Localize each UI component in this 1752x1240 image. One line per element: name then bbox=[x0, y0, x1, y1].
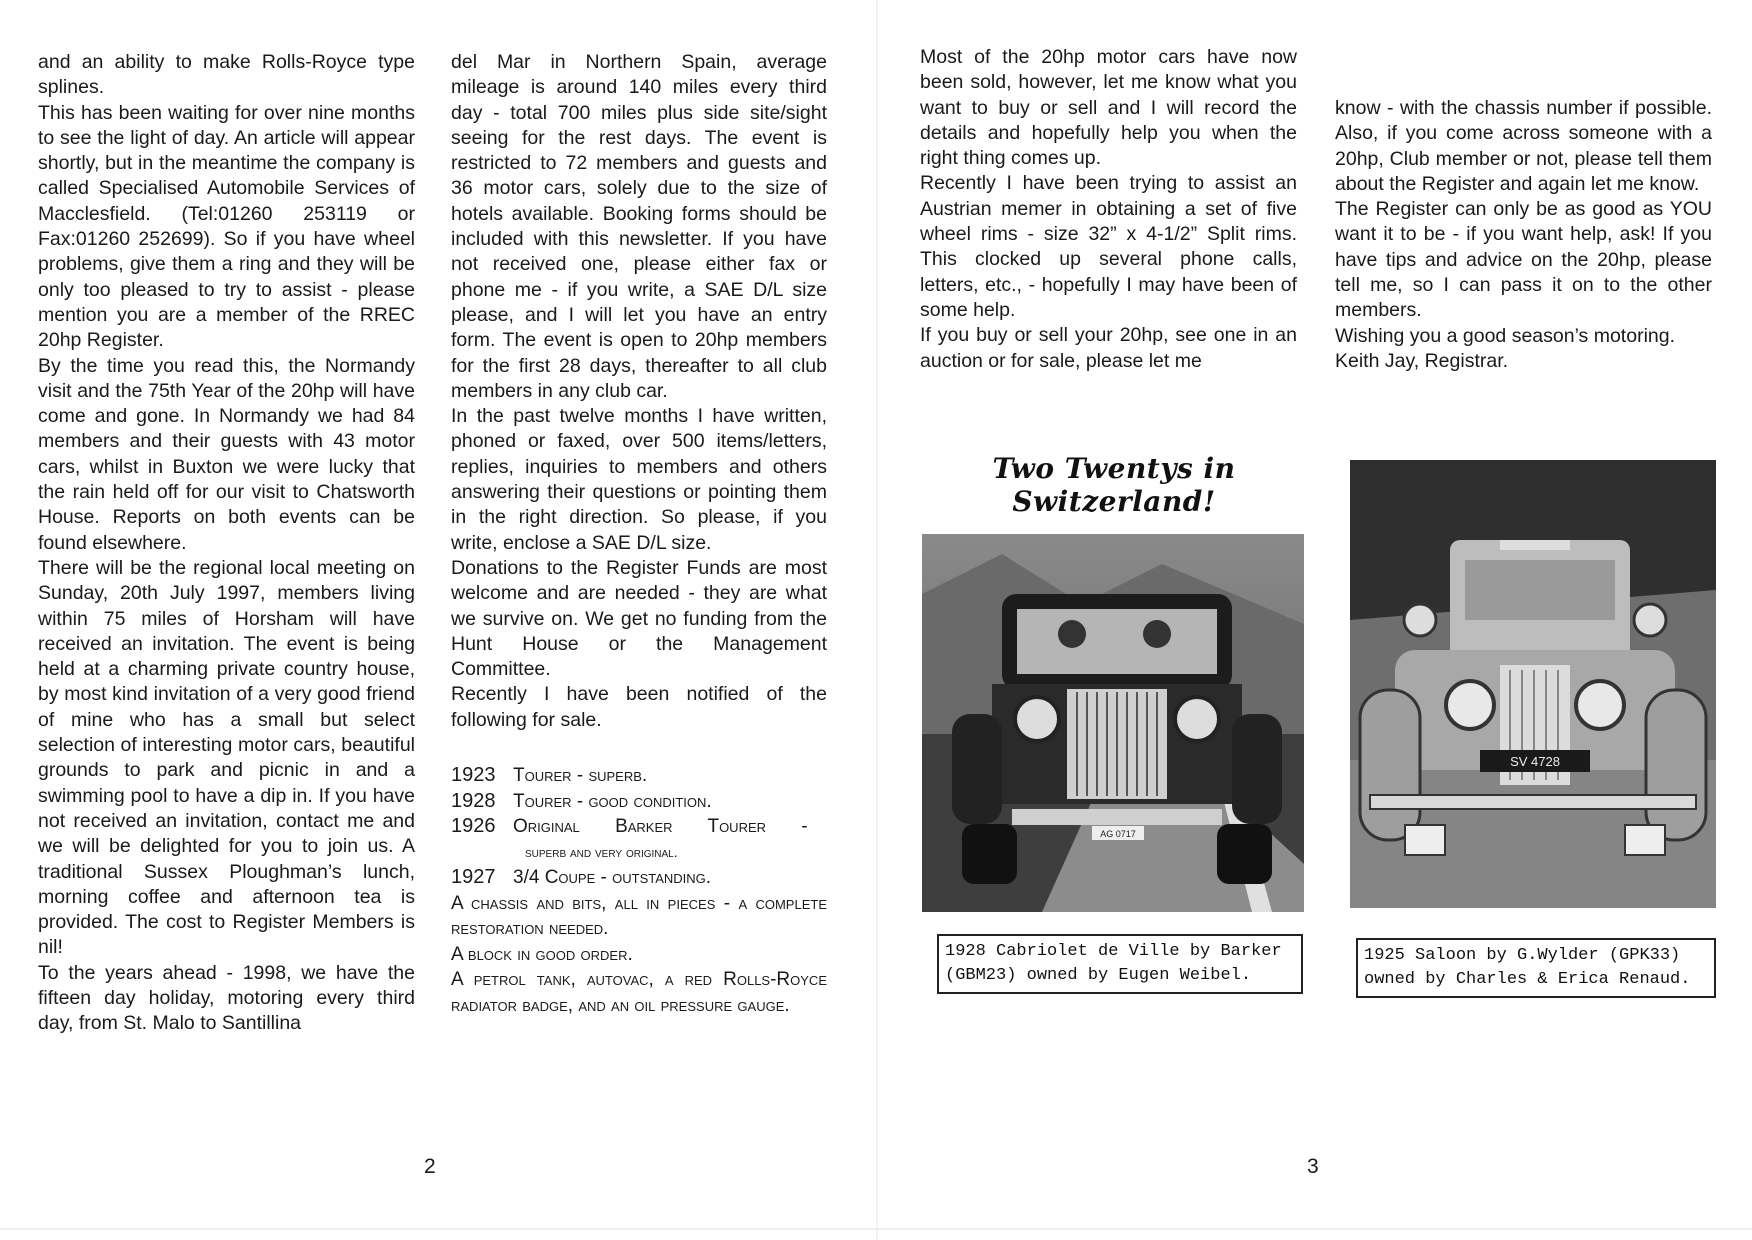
sale-year: 1923 bbox=[451, 764, 496, 787]
page-number: 3 bbox=[1307, 1155, 1319, 1178]
car-photo-saloon bbox=[1350, 460, 1716, 908]
page3-column-2 bbox=[1335, 96, 1712, 374]
article-headline: Two Twentys in Switzerland! bbox=[992, 452, 1236, 518]
list-item: A chassis and bits, all in pieces - a complete restoration needed. bbox=[451, 892, 827, 940]
signature: Keith Jay, Registrar. bbox=[1335, 349, 1509, 372]
paragraph: del Mar in Northern Spain, average mileage is around 140 miles every third day - total 700 miles plus side site/sight seeing for the rest days. The event is restricted to 72 members and guests and 36 motor cars, solely due to the size of hotels available. Booking forms should be included with this newsletter. If you have not received one, please either fax or phone me - if you write, a SAE D/L size please, and I will let you have an entry form. The event is open to 20hp members for the first 28 days, thereafter to all club members in any club car. bbox=[451, 51, 827, 402]
paragraph: Most of the 20hp motor cars have now been sold, however, let me know what you want to buy or sell and I will record the details and hopefully help you when the right thing comes up. bbox=[920, 46, 1297, 170]
list-item bbox=[451, 763, 827, 789]
sale-year: 1928 bbox=[451, 789, 496, 812]
paragraph: This has been waiting for over nine months to see the light of day. An article will appear shortly, but in the meantime the company is called Specialised Automobile Services of Macclesfield. (Tel:01260 253119 or Fax:01260 252699). So if you have wheel problems, give them a ring and they will be only too pleased to try to assist - please mention you are a member of the RREC 20hp Register. bbox=[38, 101, 415, 352]
list-item bbox=[451, 865, 827, 891]
list-item: A block in good order. bbox=[451, 943, 633, 965]
page2-column-2 bbox=[451, 50, 827, 1018]
sale-desc: Original Barker Tourer - bbox=[513, 816, 808, 838]
paragraph: Recently I have been trying to assist an Austrian memer in obtaining a set of five wheel rims - size 32” x 4-1/2” Split rims. This clocked up several phone calls, letters, etc., - hopefully I may have been of some help. bbox=[920, 172, 1297, 321]
plate-text: SV 4728 bbox=[1510, 754, 1560, 769]
photo-caption: 1928 Cabriolet de Ville by Barker (GBM23) owned by Eugen Weibel. bbox=[937, 934, 1303, 994]
car-photo-drawing bbox=[1350, 460, 1716, 908]
list-item: A petrol tank, autovac, a red Rolls-Royce radiator badge, and an oil pressure gauge. bbox=[451, 969, 827, 1016]
paragraph: By the time you read this, the Normandy visit and the 75th Year of the 20hp will have come and gone. In Normandy we had 84 members and their guests with 43 motor cars, whilst in Buxton we were lucky that the rain held off for our visit to Chatsworth House. Reports on both events can be found elsewhere. bbox=[38, 354, 415, 554]
sale-desc: Tourer - good condition. bbox=[513, 790, 712, 812]
sale-desc: 3/4 Coupe - outstanding. bbox=[513, 867, 712, 889]
paragraph: Recently I have been notified of the following for sale. bbox=[451, 683, 827, 731]
paragraph: Wishing you a good season’s motoring. bbox=[1335, 324, 1676, 347]
page-number: 2 bbox=[424, 1155, 436, 1178]
paragraph: The Register can only be as good as YOU want it to be - if you want help, ask! If you have tips and advice on the 20hp, please tell me, so I can pass it on to the other members. bbox=[1335, 198, 1712, 322]
car-photo-drawing bbox=[922, 534, 1304, 912]
list-item bbox=[451, 789, 827, 815]
sale-year: 1927 bbox=[451, 866, 496, 889]
page2-column-1 bbox=[38, 50, 415, 1037]
car-photo-cabriolet bbox=[922, 534, 1304, 912]
sale-subline: superb and very original. bbox=[525, 843, 678, 860]
for-sale-list bbox=[451, 763, 827, 1018]
paragraph: There will be the regional local meeting on Sunday, 20th July 1997, members living within 75 miles of Horsham will have received an invitation. The event is being held at a charming private country house, by most kind invitation of a very good friend of mine who has a small but select selection of interesting motor cars, beautiful grounds to park and picnic in and a swimming pool to have a dip in. If you have not received an invitation, contact me and we will be delighted for you to join us. A traditional Sussex Ploughman’s lunch, morning coffee and afternoon tea is provided. The cost to Register Members is nil! bbox=[38, 556, 415, 959]
divider bbox=[0, 1228, 1752, 1230]
page-fold bbox=[876, 0, 878, 1240]
paragraph: know - with the chassis number if possible. Also, if you come across someone with a 20hp, Club member or not, please tell them about the Register and again let me know. bbox=[1335, 97, 1712, 195]
page3-column-1 bbox=[920, 45, 1297, 374]
paragraph: If you buy or sell your 20hp, see one in an auction or for sale, please let me bbox=[920, 324, 1297, 372]
list-item bbox=[451, 814, 827, 840]
sale-desc: Tourer - superb. bbox=[513, 765, 648, 787]
paragraph: To the years ahead - 1998, we have the fifteen day holiday, motoring every third day, from St. Malo to Santillina bbox=[38, 961, 415, 1035]
photo-caption: 1925 Saloon by G.Wylder (GPK33) owned by Charles & Erica Renaud. bbox=[1356, 938, 1716, 998]
sale-year: 1926 bbox=[451, 815, 496, 838]
paragraph: and an ability to make Rolls-Royce type splines. bbox=[38, 51, 415, 99]
paragraph: Donations to the Register Funds are most welcome and are needed - they are what we survive on. We get no funding from the Hunt House or the Management Committee. bbox=[451, 556, 827, 681]
plate-text: AG 0717 bbox=[1100, 829, 1136, 839]
paragraph: In the past twelve months I have written, phoned or faxed, over 500 items/letters, replies, inquiries to members and others answering their questions or pointing them in the right direction. So please, if you write, enclose a SAE D/L size. bbox=[451, 405, 827, 554]
